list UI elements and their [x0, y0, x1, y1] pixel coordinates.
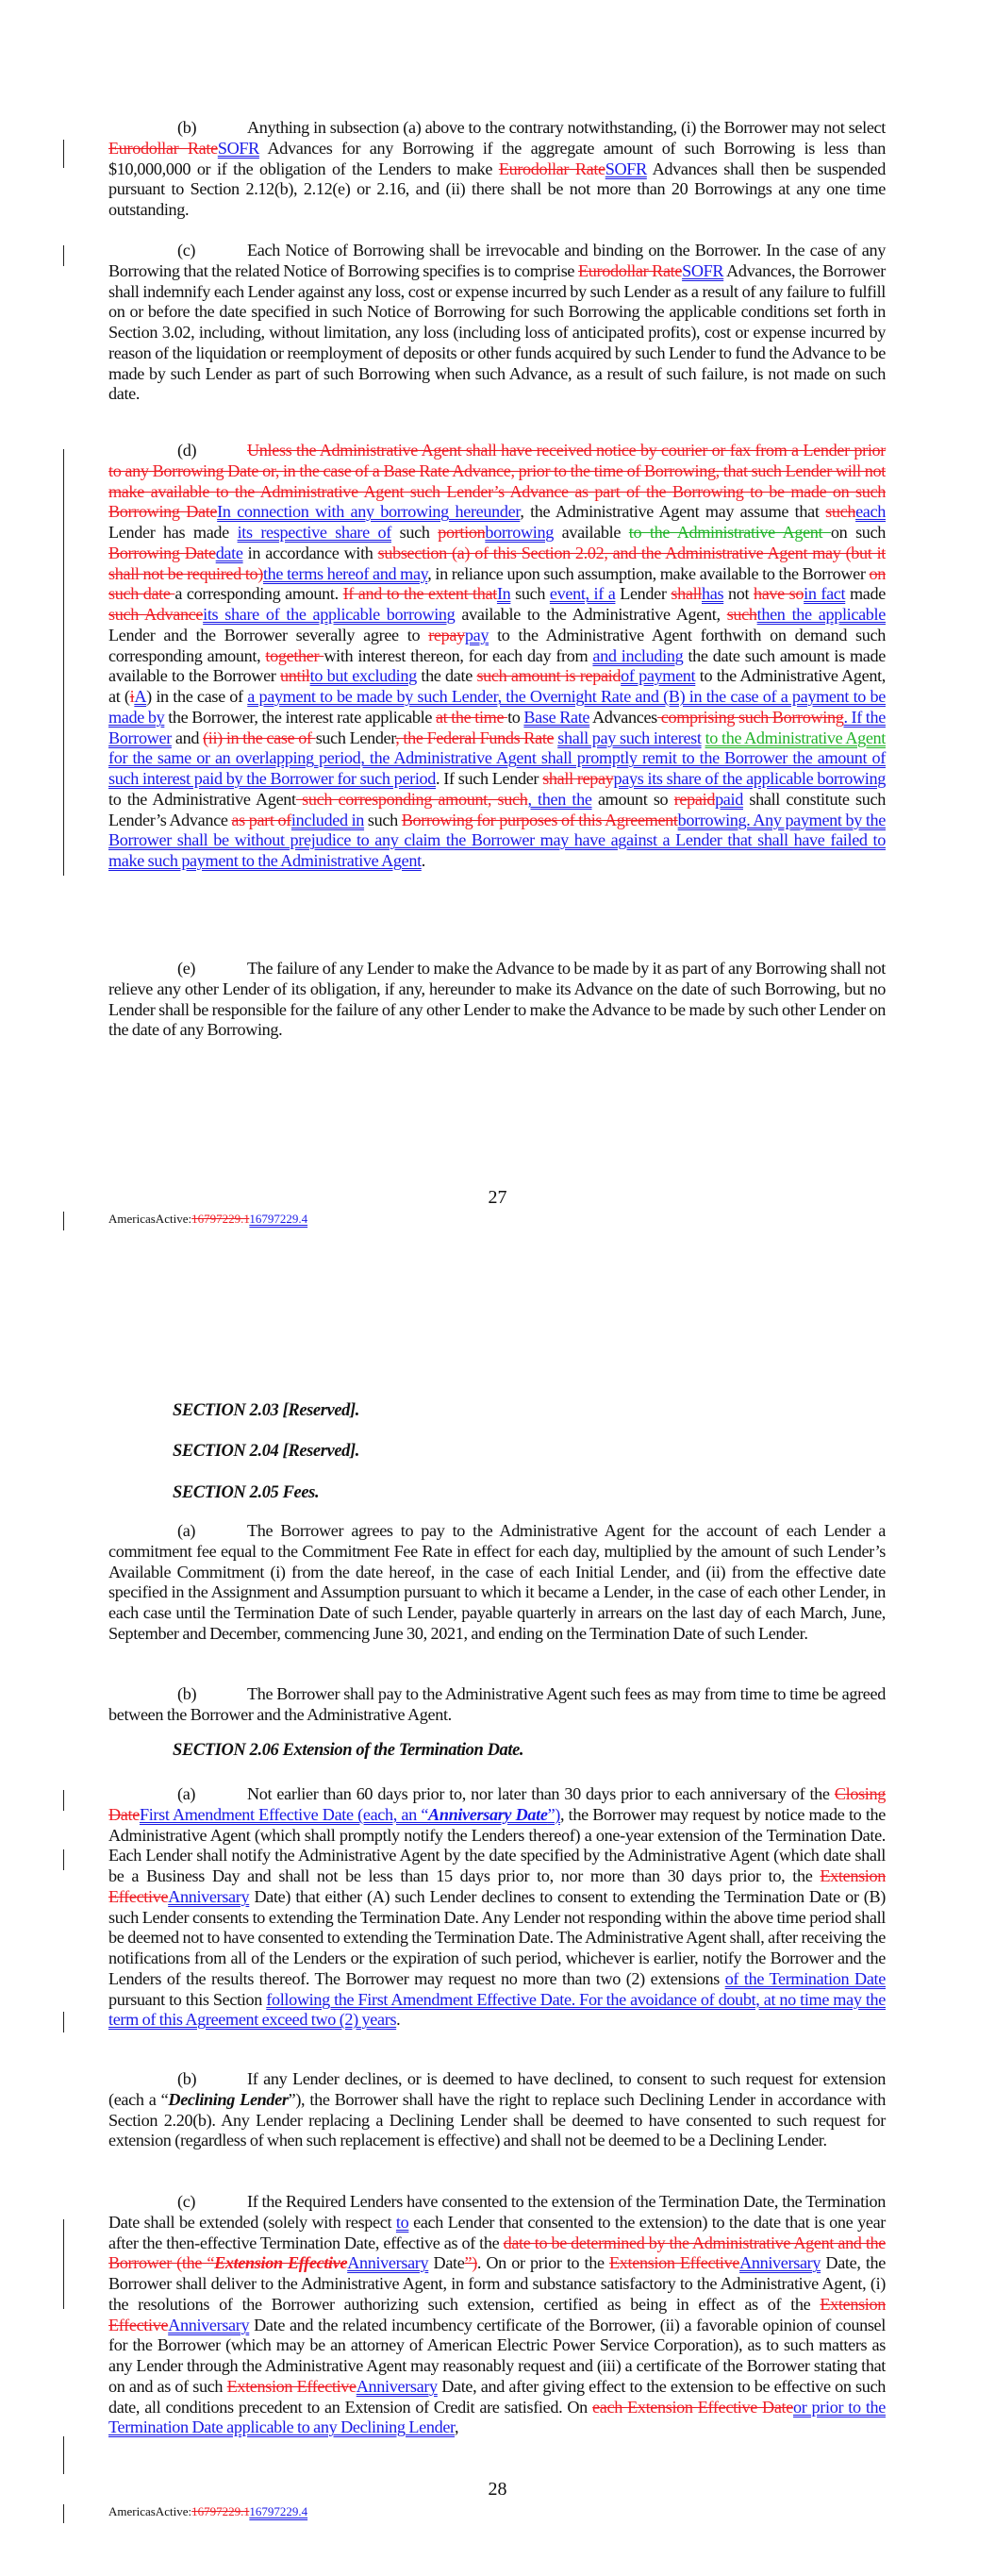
- paragraph-2-02-e: [108, 959, 886, 1041]
- defined-term-text: Declining Lender: [168, 2089, 289, 2109]
- deleted-text: shall repay: [542, 769, 614, 788]
- change-bar: [63, 2436, 64, 2474]
- inserted-text: date: [215, 543, 243, 562]
- inserted-text: to: [395, 2212, 409, 2232]
- inserted-text: or prior to the Termination Date applicable to any Declining Lender: [108, 2397, 886, 2437]
- deleted-text: such Advance: [108, 605, 204, 624]
- change-bar: [63, 245, 64, 266]
- footer-prefix: AmericasActive:: [108, 2504, 192, 2518]
- text: such: [364, 810, 402, 829]
- deleted-text: on such date: [108, 563, 886, 604]
- inserted-text: . If the Borrower: [108, 707, 886, 747]
- paragraph-label: (e): [177, 959, 196, 978]
- inserted-text: in fact: [804, 584, 846, 604]
- inserted-text: shall pay such interest: [557, 728, 702, 747]
- inserted-text: the terms hereof and may: [262, 563, 428, 583]
- paragraph-2-02-c: [108, 241, 886, 405]
- deleted-text: (ii) in the case of: [203, 728, 316, 747]
- change-bar: [63, 1212, 64, 1230]
- inserted-text: First Amendment Effective Date (each, an “: [139, 1804, 429, 1824]
- footer-deleted-id: 16797229.1: [191, 2504, 250, 2518]
- inserted-text: A: [134, 687, 147, 706]
- text: , in reliance upon such assumption, make available to the Borrower: [427, 563, 870, 583]
- inserted-text: Anniversary: [739, 2253, 821, 2273]
- text: each Lender that consented to the extension) to the date that is one year after the then-effective Termination Date, effective as of the: [108, 2212, 886, 2252]
- text: to the Administrative Agent forthwith on demand such corresponding amount,: [108, 625, 886, 665]
- inserted-text: for the same or an overlapping period, the Administrative Agent shall promptly remit to the Borrower the amount of such interest paid by the Borrower for such period: [108, 748, 886, 788]
- deleted-text: subsection (a) of this Section 2.02, and the Administrative Agent may (but it shall not be required to): [108, 543, 886, 583]
- inserted-text: pay: [464, 625, 489, 644]
- deleted-text: at the time: [435, 707, 508, 727]
- change-bar: [63, 140, 64, 168]
- text: ) in the case of: [146, 687, 248, 706]
- text: .: [421, 851, 425, 870]
- change-bar: [63, 2219, 64, 2309]
- text: The Borrower agrees to pay to the Administrative Agent for the account of each Lender a commitment fee equal to the Commitment Fee Rate in effect for each day, multiplied by the amount of such Lender’s Available Commitment (i) from the date hereof, in the case of each Initial Lender, and (ii) from the effective date specified in the Assignment and Assumption pursuant to which it became a Lender, in the case of each other Lender, in each case until the Termination Date of such Lender, payable quarterly in arrears on the last day of each March, June, September and December, commencing June 30, 2021, and ending on the Termination Date of such Lender.: [108, 1521, 886, 1643]
- deleted-text: Eurodollar Rate: [578, 260, 683, 280]
- change-bar: [63, 2504, 64, 2523]
- text: a corresponding amount.: [174, 584, 343, 604]
- inserted-text: ”): [547, 1804, 560, 1824]
- text: Advances, the Borrower shall indemnify each Lender against any loss, cost or expense incurred by such Lender as a result of any failure to fulfill on or before the date specified in such Notice of Borrowing for such Borrowing the applicable conditions set forth in Section 3.02, including, without limitation, any loss (including loss of anticipated profits), cost or expense incurred by reason of the liquidation or reemployment of deposits or other funds acquired by such Lender to fund the Advance to be made by such Lender as part of such Borrowing when such Advance, as a result of such failure, is not made on such date.: [108, 260, 886, 404]
- text: The failure of any Lender to make the Advance to be made by it as part of any Borrowing shall not relieve any other Lender of its obligation, if any, hereunder to make its Advance on the date of such Borrowing, but no Lender shall be responsible for the failure of any other Lender to make the Advance to be made by such other Lender on the date of any Borrowing.: [108, 959, 886, 1040]
- text: available to the Administrative Agent,: [455, 605, 727, 624]
- text: to the Administrative Agent: [108, 789, 296, 809]
- deleted-text: , the Federal Funds Rate: [395, 728, 555, 747]
- deleted-text: Borrowing Date: [108, 543, 216, 562]
- inserted-text: has: [702, 584, 724, 604]
- deleted-text: until: [280, 666, 310, 686]
- deleted-text: Extension Effective: [609, 2253, 740, 2273]
- inserted-text: then the applicable: [756, 605, 886, 624]
- inserted-text: event, if a: [549, 584, 616, 604]
- text: Date and the related incumbency certificate of the Borrower, (ii) a favorable opinion of counsel for the Borrower (which may be an attorney of American Electric Power Service Corporation), as to such matters as any Lender through the Administrative Agent may reasonably request and (iii) a certificate of the Borrower stating that on and as of such: [108, 2315, 886, 2396]
- text: The Borrower shall pay to the Administrative Agent such fees as may from time to time be agreed between the Borrower and the Administrative Agent.: [108, 1684, 886, 1724]
- deleted-text: Extension Effective: [226, 2376, 357, 2396]
- text: available: [553, 523, 629, 542]
- inserted-text: included in: [290, 810, 365, 829]
- footer-prefix: AmericasActive:: [108, 1212, 192, 1226]
- text: Lender has made: [108, 523, 238, 542]
- paragraph-label: (c): [177, 241, 196, 259]
- moved-to-text: to the Administrative Agent: [705, 728, 886, 747]
- paragraph-2-06-a: [108, 1784, 886, 2031]
- paragraph-2-05-b: [108, 1684, 886, 1726]
- text: Date: [428, 2253, 465, 2273]
- inserted-text: to but excluding: [309, 666, 417, 686]
- deleted-text: Eurodollar Rate: [108, 138, 218, 158]
- inserted-text: and including: [592, 645, 684, 665]
- text: in accordance with: [242, 543, 378, 562]
- text: . On or prior to the: [476, 2253, 610, 2273]
- section-heading-2-03: SECTION 2.03 [Reserved].: [173, 1401, 359, 1420]
- deleted-text: together: [265, 645, 324, 665]
- deleted-text: repay: [428, 625, 465, 644]
- inserted-text: of payment: [621, 666, 696, 686]
- text: Each Notice of Borrowing shall be irrevocable and binding on the Borrower. In the case of any Borrowing that the related Notice of Borrowing specifies is to comprise: [108, 241, 886, 280]
- deleted-text: such amount is repaid: [476, 666, 622, 686]
- paragraph-label: (b): [177, 2069, 197, 2088]
- deleted-text: i: [129, 687, 135, 706]
- paragraph-label: (b): [177, 1684, 197, 1703]
- text: the Borrower, the interest rate applicable: [164, 707, 436, 727]
- text: Lender and the Borrower severally agree to: [108, 625, 429, 644]
- inserted-text: Anniversary: [168, 2315, 250, 2334]
- text: Advances shall then be suspended pursuant to Section 2.12(b), 2.12(e) or 2.16, and (ii) there shall be not more than 20 Borrowings at any one time outstanding.: [108, 159, 886, 219]
- page-number: 27: [488, 1187, 507, 1208]
- paragraph-label: (c): [177, 2192, 196, 2211]
- paragraph-label: (a): [177, 1521, 196, 1540]
- inserted-text: of the Termination Date: [724, 1968, 886, 1988]
- text: If any Lender declines, or is deemed to have declined, to consent to such request for extension (each a “: [108, 2069, 886, 2109]
- defined-term-deleted-text: Extension Effective: [214, 2253, 348, 2273]
- deleted-text: ”): [464, 2253, 477, 2273]
- inserted-text: pays its share of the applicable borrowing: [613, 769, 886, 788]
- text: such: [390, 523, 439, 542]
- deleted-text: Borrowing for purposes of this Agreement: [401, 810, 678, 829]
- inserted-text: SOFR: [682, 260, 724, 280]
- inserted-text: In connection with any borrowing hereunder: [217, 502, 521, 522]
- text: and: [171, 728, 204, 747]
- text: , the Borrower may request by notice made to the Administrative Agent (which shall promptly notify the Lenders thereof) a one-year extension of the Termination Date. Each Lender shall notify the Administrative Agent by the date specified by the Administrative Agent (which date shall be a Business Day and shall not be less than 15 days prior to, nor more than 30 days prior to, the: [108, 1804, 887, 1885]
- deleted-text: date to be determined by the Administrative Agent and the Borrower (the “: [108, 2233, 886, 2273]
- text: not: [723, 584, 754, 604]
- footer-inserted-id: 16797229.4: [249, 1212, 308, 1226]
- section-heading-2-04: SECTION 2.04 [Reserved].: [173, 1442, 359, 1461]
- inserted-text: each: [855, 502, 886, 522]
- paragraph-2-02-b: [108, 118, 886, 221]
- deleted-text: repaid: [673, 789, 716, 809]
- inserted-text: Base Rate: [523, 707, 590, 727]
- deleted-text: Closing Date: [108, 1784, 886, 1824]
- inserted-text: Anniversary: [168, 1886, 250, 1906]
- inserted-text: Anniversary: [356, 2376, 438, 2396]
- text: such: [510, 584, 550, 604]
- paragraph-2-06-b: [108, 2069, 886, 2151]
- text: on such: [830, 523, 887, 542]
- text: , the Administrative Agent may assume that: [520, 502, 826, 522]
- deleted-text: have so: [753, 584, 804, 604]
- inserted-text: its respective share of: [237, 523, 391, 542]
- paragraph-label: (b): [177, 118, 197, 137]
- text: Date) that either (A) such Lender declines to consent to extending the Termination Date or (B) such Lender consents to extending the Termination Date. Any Lender not responding within the above time period shall be deemed not to have consented to extending the Termination Date. The Administrative Agent shall, after receiving the notifications from all of the Lenders or the expiration of such period, whichever is earlier, notify the Borrower and the Lenders of the results thereof. The Borrower may request no more than two (2) extensions: [108, 1886, 886, 1988]
- change-bar: [63, 1849, 64, 1870]
- paragraph-2-05-a: [108, 1521, 886, 1645]
- inserted-text: its share of the applicable borrowing: [203, 605, 456, 624]
- deleted-text: Extension Effective: [108, 1866, 886, 1906]
- footer-inserted-id: 16797229.4: [249, 2504, 308, 2518]
- text: Date, and after giving effect to the extension to be effective on such date, all conditions precedent to an Extension of Credit are satisfied. On: [108, 2376, 886, 2417]
- change-bar: [63, 449, 64, 876]
- deleted-text: such corresponding amount, such: [295, 789, 528, 809]
- deleted-text: shall: [671, 584, 702, 604]
- text: to the Administrative Agent, at (: [108, 666, 886, 706]
- inserted-text: borrowing. Any payment by the Borrower shall be without prejudice to any claim the Borrower may have against a Lender that shall have failed to make such payment to the Administrative Agent: [108, 810, 886, 870]
- deleted-text: as part of: [231, 810, 291, 829]
- text: Date, the Borrower shall deliver to the Administrative Agent, in form and substance satisfactory to the Administrative Agent, (i) the resolutions of the Borrower authorizing such extension, certified as being in effect as of the: [108, 2253, 887, 2314]
- text: Advances: [589, 707, 657, 727]
- defined-term-inserted-text: Anniversary Date: [428, 1804, 548, 1824]
- text: Anything in subsection (a) above to the contrary notwithstanding, (i) the Borrower may not select: [247, 118, 886, 137]
- change-bar: [63, 1790, 64, 1811]
- text: . If such Lender: [436, 769, 543, 788]
- text: shall constitute such Lender’s Advance: [108, 789, 886, 829]
- inserted-text: SOFR: [217, 138, 259, 158]
- text: made: [845, 584, 886, 604]
- paragraph-label: (d): [177, 441, 197, 460]
- paragraph-2-06-c: [108, 2192, 886, 2438]
- text: such Lender: [315, 728, 396, 747]
- inserted-text: borrowing: [485, 523, 554, 542]
- text: ,: [455, 2417, 459, 2437]
- deleted-text: such: [825, 502, 856, 522]
- inserted-text: SOFR: [605, 159, 647, 178]
- deleted-text: If and to the extent that: [342, 584, 497, 604]
- text: ”), the Borrower shall have the right to replace such Declining Lender in accordance with Section 2.20(b). Any Lender replacing a Declining Lender shall be deemed to have consented to such request for extension (regardless of when such replacement is effective) and shall not be deemed to be a Declining Lender.: [108, 2089, 886, 2150]
- change-bar: [63, 2012, 64, 2032]
- text: with interest thereon, for each day from: [323, 645, 593, 665]
- text: If the Required Lenders have consented to the extension of the Termination Date, the Termination Date shall be extended (solely with respect: [108, 2192, 886, 2232]
- paragraph-label: (a): [177, 1784, 196, 1803]
- deleted-text: portion: [438, 523, 486, 542]
- footer-deleted-id: 16797229.1: [191, 1212, 250, 1226]
- deleted-text: each Extension Effective Date: [592, 2397, 793, 2417]
- text: .: [396, 2010, 401, 2030]
- inserted-text: paid: [715, 789, 743, 809]
- text: Not earlier than 60 days prior to, nor later than 30 days prior to each anniversary of the: [247, 1784, 835, 1803]
- deleted-text: such: [726, 605, 757, 624]
- text: Lender: [615, 584, 672, 604]
- inserted-text: Anniversary: [347, 2253, 429, 2273]
- section-heading-2-05: SECTION 2.05 Fees.: [173, 1483, 320, 1502]
- paragraph-2-02-d: [108, 441, 886, 872]
- section-heading-2-06: SECTION 2.06 Extension of the Termination Date.: [173, 1741, 524, 1760]
- deleted-text: Extension Effective: [108, 2294, 886, 2334]
- text: the date such amount is made available to the Borrower: [108, 645, 886, 686]
- moved-from-text: to the Administrative Agent: [628, 523, 831, 542]
- deleted-text: Eurodollar Rate: [498, 159, 605, 178]
- document-footer: [108, 2504, 307, 2519]
- text: the date: [416, 666, 477, 686]
- text: Advances for any Borrowing if the aggregate amount of such Borrowing is less than $10,000,000 or if the obligation of the Lenders to make: [108, 138, 886, 178]
- text: amount so: [591, 789, 674, 809]
- deleted-text: comprising such Borrowing: [656, 707, 844, 727]
- text: pursuant to this Section: [108, 1989, 267, 2009]
- inserted-text: following the First Amendment Effective Date. For the avoidance of doubt, at no time may the term of this Agreement exceed two (2) years: [108, 1989, 886, 2030]
- text: to: [507, 707, 524, 727]
- document-footer: [108, 1212, 307, 1227]
- deleted-text: Unless the Administrative Agent shall have received notice by courier or fax from a Lender prior to any Borrowing Date or, in the case of a Base Rate Advance, prior to the time of Borrowing, that such Lender will not make available to the Administrative Agent such Lender’s Advance as part of the Borrowing to be made on such Borrowing Date: [108, 441, 886, 522]
- inserted-text: , then the: [527, 789, 592, 809]
- page-number: 28: [488, 2479, 507, 2500]
- inserted-text: In: [496, 584, 511, 604]
- inserted-text: a payment to be made by such Lender, the Overnight Rate and (B) in the case of a payment to be made by: [108, 687, 886, 727]
